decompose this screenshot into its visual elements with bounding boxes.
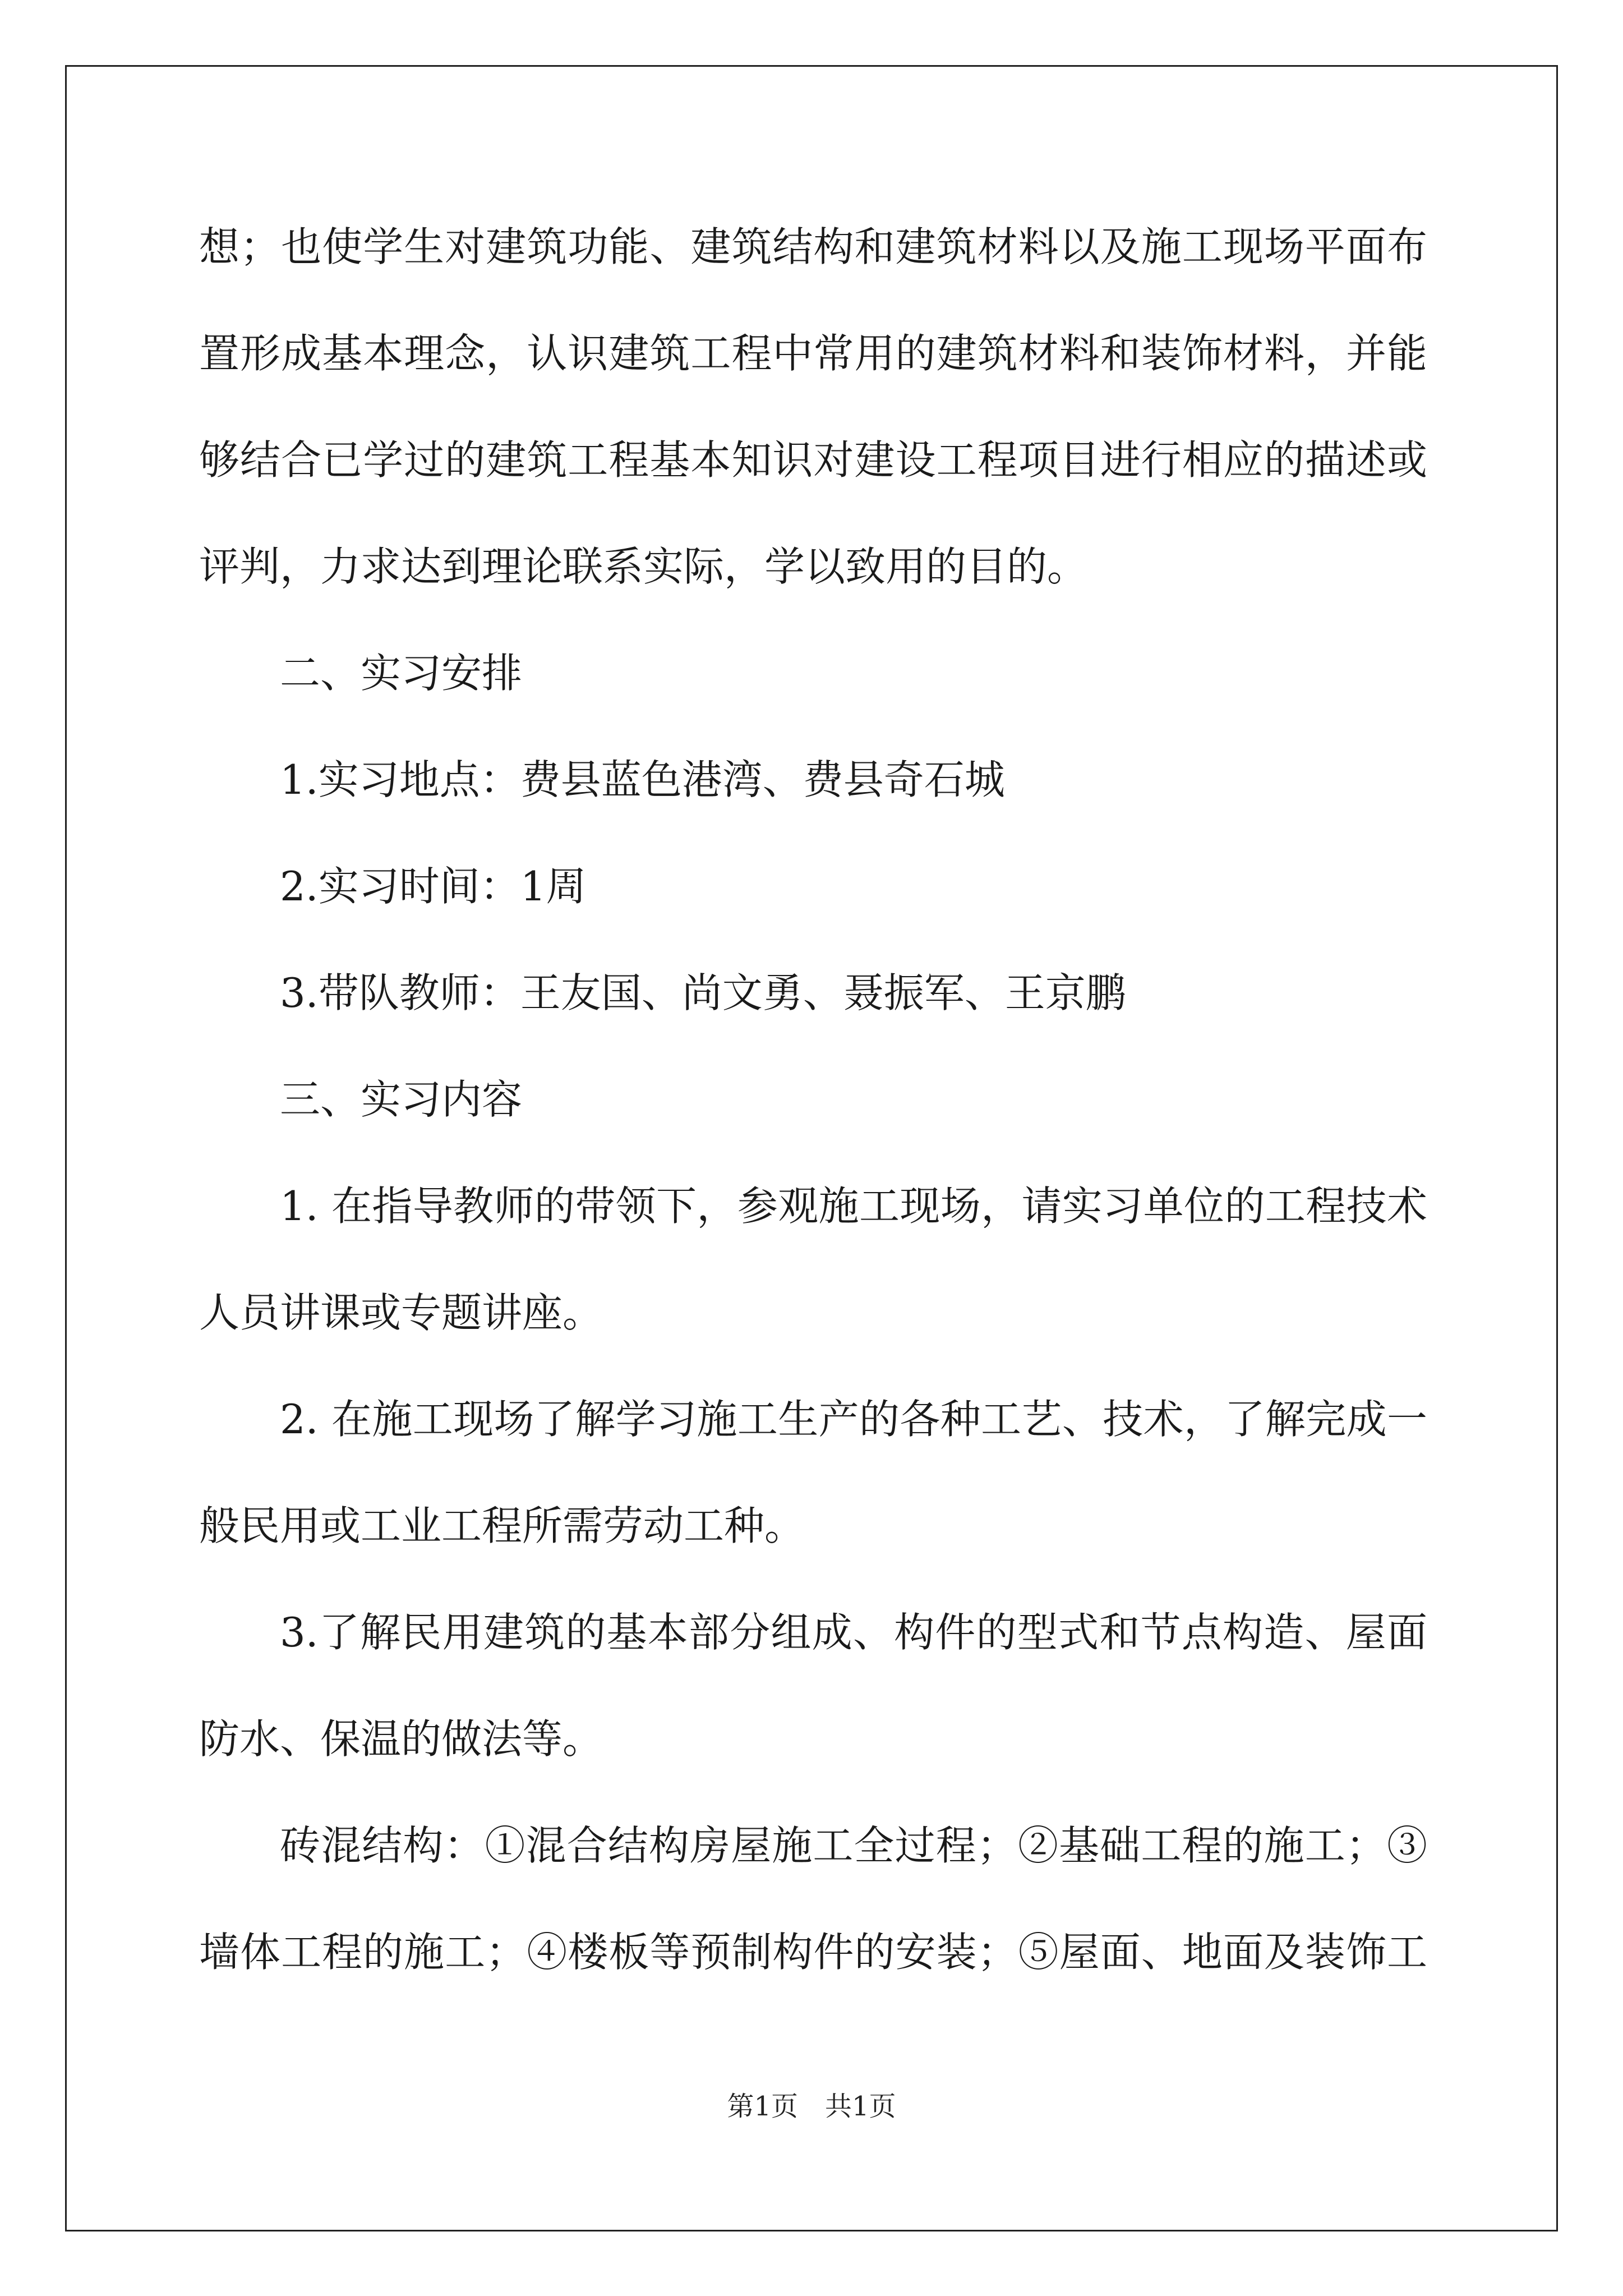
- page-footer: [0, 2090, 1623, 2123]
- section-heading: 二、实习安排: [280, 650, 523, 697]
- page-total: 共1页: [825, 2091, 896, 2122]
- text-line: 防水、保温的做法等。: [199, 1715, 603, 1763]
- text-line: 够结合已学过的建筑工程基本知识对建设工程项目进行相应的描述或: [199, 436, 1427, 484]
- text-line: 评判，力求达到理论联系实际，学以致用的目的。: [199, 543, 1088, 590]
- text-line: 砖混结构：①混合结构房屋施工全过程；②基础工程的施工；③: [280, 1822, 1427, 1869]
- text-line: 般民用或工业工程所需劳动工种。: [199, 1502, 805, 1549]
- list-item: 3.带队教师：王友国、尚文勇、聂振军、王京鹏: [280, 969, 1126, 1016]
- text-line: 墙体工程的施工；④楼板等预制构件的安装；⑤屋面、地面及装饰工: [199, 1929, 1427, 1976]
- document-body: [199, 219, 1427, 2031]
- page-number: 第1页: [727, 2091, 798, 2122]
- text-line: 想；也使学生对建筑功能、建筑结构和建筑材料以及施工现场平面布: [199, 223, 1427, 270]
- text-line: 置形成基本理念，认识建筑工程中常用的建筑材料和装饰材料，并能: [199, 330, 1427, 377]
- list-item: 2.实习时间：1周: [280, 863, 587, 910]
- list-item: 1.实习地点：费县蓝色港湾、费县奇石城: [280, 756, 1005, 803]
- text-line: 2. 在施工现场了解学习施工生产的各种工艺、技术，了解完成一: [280, 1396, 1427, 1443]
- text-line: 人员讲课或专题讲座。: [199, 1289, 603, 1336]
- text-line: 1. 在指导教师的带领下，参观施工现场，请实习单位的工程技术: [280, 1182, 1427, 1230]
- text-line: 3.了解民用建筑的基本部分组成、构件的型式和节点构造、屋面: [280, 1609, 1427, 1656]
- section-heading: 三、实习内容: [280, 1076, 523, 1123]
